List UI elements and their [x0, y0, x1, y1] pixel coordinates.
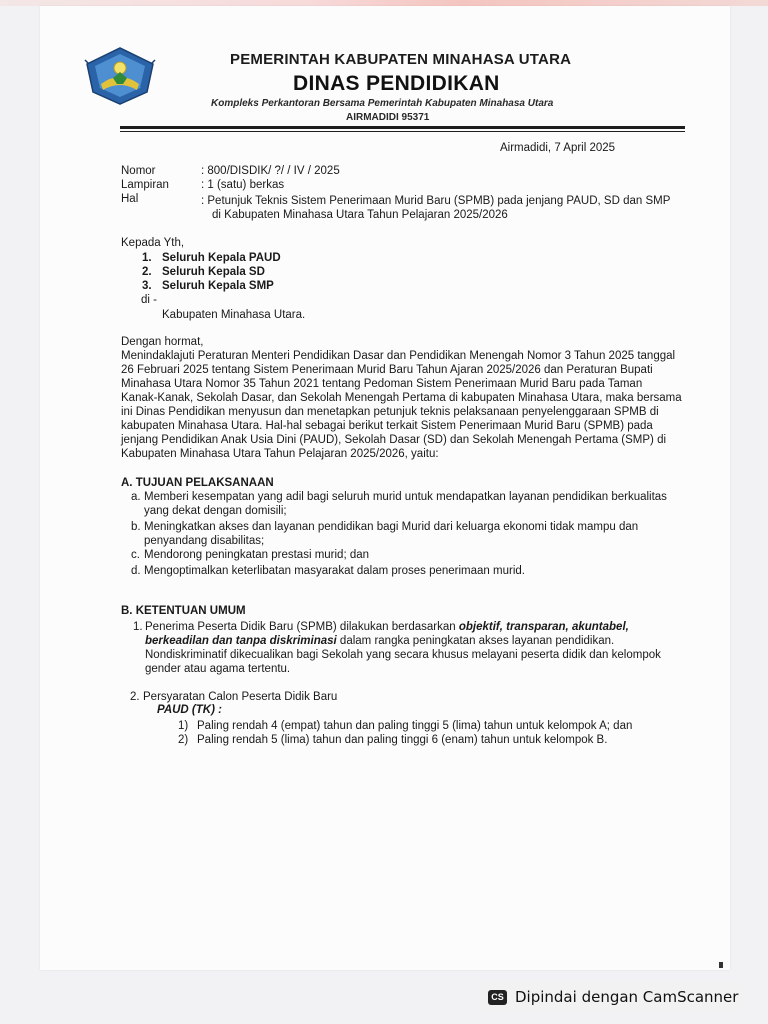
regency-logo-icon	[83, 44, 157, 106]
section-b-title: B. KETENTUAN UMUM	[121, 605, 246, 617]
body-line: Kanak-Kanak, Sekolah Dasar, dan Sekolah Menengah Pertama di kabupaten Minahasa Utara, maka bersama	[121, 392, 682, 404]
nomor-label: Nomor	[121, 165, 156, 177]
header-government: PEMERINTAH KABUPATEN MINAHASA UTARA	[230, 51, 572, 68]
nomor-value: : 800/DISDIK/ ?/ / IV / 2025	[201, 165, 340, 177]
section-a-item-letter: c.	[131, 549, 140, 561]
recipient-di: di -	[141, 294, 157, 306]
body-line: Menindaklajuti Peraturan Menteri Pendidikan Dasar dan Pendidikan Menengah Nomor 3 Tahun 2025 tanggal	[121, 350, 676, 362]
paud-point: Paling rendah 4 (empat) tahun dan paling tinggi 5 (lima) tahun untuk kelompok A; dan	[197, 720, 633, 732]
header-address: Kompleks Perkantoran Bersama Pemerintah Kabupaten Minahasa Utara	[211, 98, 554, 109]
body-line: jenjang Pendidikan Anak Usia Dini (PAUD), Sekolah Dasar (SD) dan Sekolah Menengah Pertama (SMP) di	[121, 434, 667, 446]
header-rule-thin	[120, 131, 685, 132]
letter-date: Airmadidi, 7 April 2025	[500, 142, 616, 154]
header-rule-thick	[120, 126, 685, 129]
body-line: Minahasa Utara Nomor 35 Tahun 2021 tentang Pedoman Sistem Penerimaan Murid Baru pada Taman	[121, 378, 643, 390]
section-b-item1-line4: gender atau agama tertentu.	[145, 663, 291, 675]
camscanner-text: Dipindai dengan CamScanner	[515, 988, 739, 1006]
section-b-item2-title: Persyaratan Calon Peserta Didik Baru	[143, 691, 338, 703]
header-department: DINAS PENDIDIKAN	[293, 72, 500, 95]
recipient-2-num: 2.	[142, 266, 152, 278]
section-b-item1-num: 1.	[133, 621, 143, 633]
recipient-1: Seluruh Kepala PAUD	[162, 252, 281, 264]
item1-text: Penerima Peserta Didik Baru (SPMB) dilakukan berdasarkan	[145, 621, 459, 633]
paud-point-num: 2)	[178, 734, 189, 746]
recipient-3-num: 3.	[142, 280, 152, 292]
lampiran-label: Lampiran	[121, 179, 169, 191]
camscanner-icon: CS	[488, 990, 507, 1005]
hal-value-line1: : Petunjuk Teknis Sistem Penerimaan Murid Baru (SPMB) pada jenjang PAUD, SD dan SMP	[201, 195, 671, 207]
item1-text: dalam rangka peningkatan akses layanan pendidikan.	[336, 635, 615, 647]
section-a-item-letter: d.	[131, 565, 141, 577]
body-line: 26 Februari 2025 tentang Sistem Penerimaan Murid Baru Tahun Ajaran 2025/2026 dan Peraturan Bupati	[121, 364, 653, 376]
paud-point-num: 1)	[178, 720, 189, 732]
section-a-item-cont: penyandang disabilitas;	[144, 535, 265, 547]
section-a-item-letter: b.	[131, 521, 141, 533]
section-a-title: A. TUJUAN PELAKSANAAN	[121, 477, 274, 489]
item1-emphasis: berkeadilan dan tanpa diskriminasi	[145, 635, 337, 647]
section-a-item-cont: yang dekat dengan domisili;	[144, 505, 287, 517]
section-a-item-letter: a.	[131, 491, 141, 503]
hal-value-line2: di Kabupaten Minahasa Utara Tahun Pelajaran 2025/2026	[212, 209, 508, 221]
section-a-item: Mendorong peningkatan prestasi murid; dan	[144, 549, 370, 561]
hal-label: Hal	[121, 193, 139, 205]
section-b-item1-line1	[145, 620, 629, 634]
recipient-place: Kabupaten Minahasa Utara.	[162, 309, 306, 321]
body-line: kabupaten Minahasa Utara. Hal-hal sebagai berikut terkait Sistem Penerimaan Murid Baru (SPMB) pada	[121, 420, 653, 432]
camscanner-watermark	[478, 982, 746, 1012]
recipient-1-num: 1.	[142, 252, 152, 264]
section-a-item: Memberi kesempatan yang adil bagi seluruh murid untuk mendapatkan layanan pendidikan berkualitas	[144, 491, 667, 503]
paud-subheading: PAUD (TK) :	[157, 704, 222, 716]
header-city: AIRMADIDI 95371	[346, 112, 430, 123]
body-line: Kabupaten Minahasa Utara Tahun Pelajaran 2025/2026, yaitu:	[121, 448, 439, 460]
section-a-item: Mengoptimalkan keterlibatan masyarakat dalam proses penerimaan murid.	[144, 565, 525, 577]
scan-mark	[719, 962, 723, 968]
recipient-2: Seluruh Kepala SD	[162, 266, 265, 278]
paud-point: Paling rendah 5 (lima) tahun dan paling tinggi 6 (enam) tahun untuk kelompok B.	[197, 734, 608, 746]
salutation: Dengan hormat,	[121, 336, 204, 348]
lampiran-value: : 1 (satu) berkas	[201, 179, 285, 191]
section-b-item2-num: 2.	[130, 691, 140, 703]
section-b-item1-line2	[145, 634, 614, 648]
section-b-item1-line3: Nondiskriminatif dikecualikan bagi Sekolah yang secara khusus melayani peserta didik dan kelompok	[145, 649, 661, 661]
section-a-item: Meningkatkan akses dan layanan pendidikan bagi Murid dari keluarga ekonomi tidak mampu dan	[144, 521, 639, 533]
item1-emphasis: objektif, transparan, akuntabel,	[458, 621, 629, 633]
body-line: ini Dinas Pendidikan menyusun dan menetapkan petunjuk teknis pelaksanaan penyelenggaraan SPMB di	[121, 406, 659, 418]
kepada-yth: Kepada Yth,	[121, 237, 185, 249]
recipient-3: Seluruh Kepala SMP	[162, 280, 274, 292]
